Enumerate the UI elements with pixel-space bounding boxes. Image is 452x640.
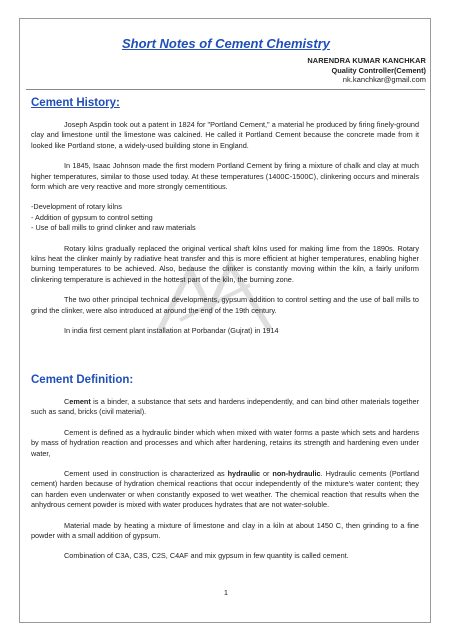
definition-p3-bold-2: non-hydraulic (272, 469, 321, 479)
definition-p3-a: Cement used in construction is characterized as (64, 469, 228, 479)
author-block (307, 56, 426, 85)
list-item: - Addition of gypsum to control setting (31, 212, 153, 222)
cement-definition-heading: Cement Definition: (31, 374, 134, 386)
page-number: 1 (223, 588, 229, 597)
definition-p1-rest: is a binder, a substance that sets and hardens independently, and can bind other materials together such as sand, bricks (civil material). (31, 397, 419, 417)
definition-paragraph-4: Material made by heating a mixture of limestone and clay in a kiln at about 1450 C, then grinding to a fine powder with a small addition of gypsum. (31, 520, 419, 541)
definition-p1-bold: ement (69, 397, 91, 406)
document-title: Short Notes of Cement Chemistry (121, 36, 331, 51)
developments-list (31, 202, 419, 233)
definition-paragraph-1 (31, 397, 419, 418)
definition-p3-bold-1: hydraulic (227, 469, 261, 479)
header-divider (26, 89, 425, 90)
definition-paragraph-5: Combination of C3A, C3S, C2S, C4AF and mix gypsum in few quantity is called cement. (64, 551, 349, 561)
definition-paragraph-2: Cement is defined as a hydraulic binder which when mixed with water forms a paste which sets and hardens by mass of hydration reaction and processes and which after hardening, retains its strength and hardening even under water, (31, 427, 419, 458)
history-paragraph-2: In 1845, Isaac Johnson made the first modern Portland Cement by firing a mixture of chalk and clay at much higher temperatures, similar to those used today. At these temperatures (1400C-1500C), clinkering occurs and minerals form which are very reactive and more strongly cementitious. (31, 161, 419, 192)
list-item: - Use of ball mills to grind clinker and raw materials (31, 223, 196, 233)
history-paragraph-3: Rotary kilns gradually replaced the original vertical shaft kilns used for making lime from the 1890s. Rotary kilns heat the clinker mainly by radiative heat transfer and this is more efficient at higher temperatures, enabling higher burning temperatures to be achieved. Also, because the clinker is constantly moving within the kiln, a fairly uniform clinkering temperature is achieved in the hottest part of the kiln, the burning zone. (31, 243, 419, 284)
author-email: nk.kanchkar@gmail.com (342, 75, 426, 85)
cement-history-heading: Cement History: (31, 97, 120, 109)
history-paragraph-1: Joseph Aspdin took out a patent in 1824 for "Portland Cement," a material he produced by firing finely-ground clay and limestone until the limestone was calcined. He called it Portland Cement because the concrete made from it looked like Portland stone, a widely-used building stone in England. (31, 120, 419, 150)
history-paragraph-4: The two other principal technical developments, gypsum addition to control setting and the use of ball mills to grind the clinker, were also introduced at around the end of the 19th century. (31, 295, 419, 315)
definition-p3-b: or (260, 469, 273, 479)
definition-paragraph-3 (31, 469, 419, 511)
author-role: Quality Controller(Cement) (331, 65, 426, 75)
cement-history-section (31, 97, 419, 337)
cement-definition-section (31, 374, 419, 562)
document-header (26, 36, 426, 85)
author-name: NARENDRA KUMAR KANCHKAR (307, 56, 426, 65)
definition-p1-first: C (64, 397, 70, 406)
list-item: -Development of rotary kilns (31, 202, 122, 212)
definition-p3-c: . Hydraulic cements (Portland cement) harden because of hydration chemical reactions that occur independently of the mixture's water content; they can harden even underwater or when constantly exposed to wet weather. The chemical reaction that results when the anhydrous cement powder is mixed with water produces hydrates that are not water-soluble. (31, 469, 419, 510)
history-paragraph-5: In india first cement plant installation at Porbandar (Gujrat) in 1914 (64, 326, 279, 336)
